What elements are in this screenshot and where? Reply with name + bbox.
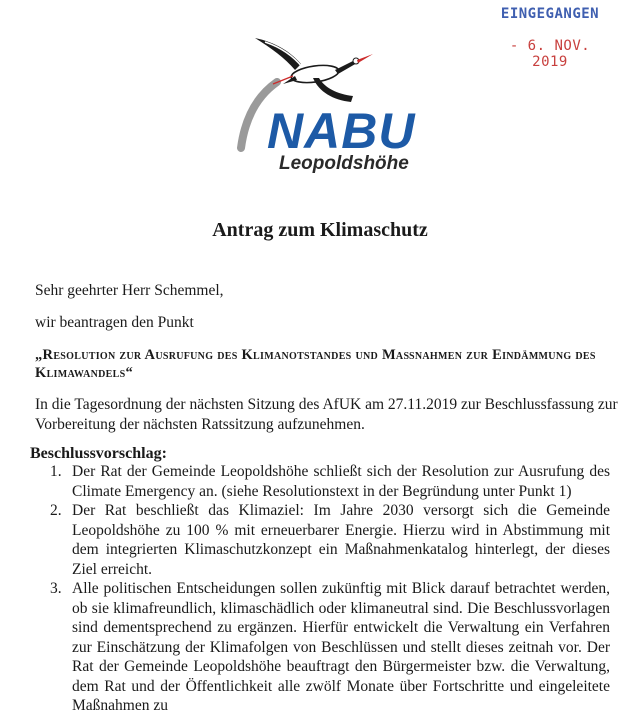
intro-text: wir beantragen den Punkt <box>35 314 194 331</box>
resolution-title: „Resolution zur Ausrufung des Klimanotstandes und Maßnahmen zur Eindämmung des Klimawandels“ <box>35 347 596 381</box>
list-item <box>28 462 610 501</box>
logo-wordmark: NABU <box>267 103 416 159</box>
nabu-logo <box>235 30 435 190</box>
item-number: 2. <box>50 502 62 519</box>
item-text: Der Rat der Gemeinde Leopoldshöhe schließt sich der Resolution zur Ausrufung des Climate Emergency an. (siehe Resolutionstext in der Begründung unter Punkt 1) <box>72 463 610 500</box>
item-text: Der Rat beschließt das Klimaziel: Im Jahre 2030 versorgt sich die Gemeinde Leopoldshöhe zu 100 % mit erneuerbarer Energie. Hierzu wird in Abstimmung mit dem integrierten Klimaschutzkonzept ein Maßnahmenkatalog hinterlegt, der dieses Ziel erreicht. <box>72 502 610 578</box>
greeting: Sehr geehrter Herr Schemmel, <box>35 282 224 299</box>
logo-subtitle: Leopoldshöhe <box>279 153 409 174</box>
document-title: Antrag zum Klimaschutz <box>212 219 428 241</box>
list-item <box>28 579 610 716</box>
stamp-date: - 6. NOV. 2019 <box>509 38 591 70</box>
proposal-heading: Beschlussvorschlag: <box>30 445 167 462</box>
agenda-text: In die Tagesordnung der nächsten Sitzung des AfUK am 27.11.2019 zur Beschlussfassung zur Vorbereitung der nächsten Ratssitzung aufzunehmen. <box>35 396 618 433</box>
proposal-list <box>28 462 610 716</box>
list-item <box>28 501 610 579</box>
stamp-label: EINGEGANGEN <box>500 6 600 22</box>
item-text: Alle politischen Entscheidungen sollen zukünftig mit Blick darauf betrachtet werden, ob sie klimafreundlich, klimaschädlich oder klimaneutral sind. Die Beschlussvorlagen sind dementsprechend zu ergänzen. Hierfür entwickelt die Verwaltung ein Verfahren zur Einschätzung der Klimafolgen von Beschlüssen und stellt dieses zeitnah vor. Der Rat der Gemeinde Leopoldshöhe beauftragt den Bürgermeister bzw. die Verwaltung, dem Rat und der Öffentlichkeit alle zwölf Monate über Fortschritte und eingeleitete Maßnahmen zu <box>72 580 610 714</box>
item-number: 1. <box>50 463 62 480</box>
item-number: 3. <box>50 580 62 597</box>
received-stamp <box>490 6 610 70</box>
